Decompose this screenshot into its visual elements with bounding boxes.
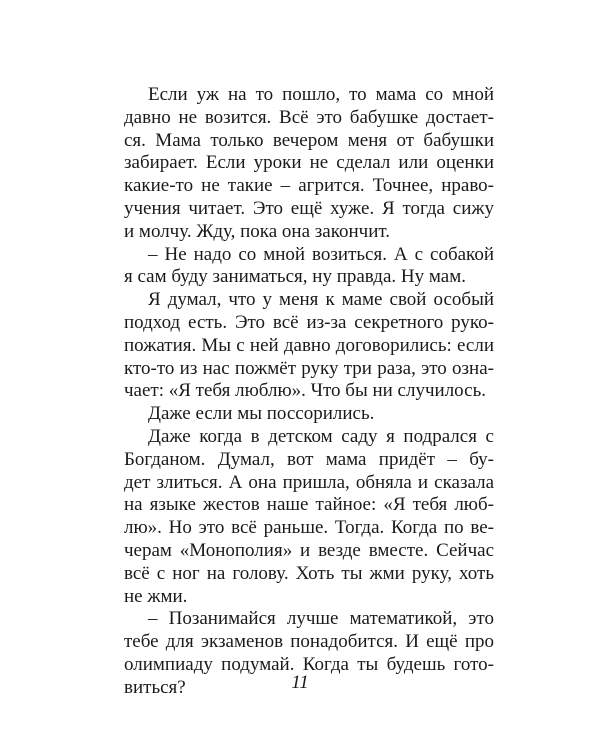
body-text — [124, 84, 494, 700]
text-line: дет злиться. А она пришла, обняла и сказала — [124, 471, 494, 493]
text-line: – Не надо со мной возиться. А с собакой — [148, 243, 494, 265]
paragraph-5 — [124, 426, 494, 608]
text-line: учения читает. Это ещё хуже. Я тогда сижу — [124, 197, 494, 219]
text-line: чает: «Я тебя люблю». Что бы ни случилось. — [124, 380, 487, 402]
text-line: ся. Мама только вечером меня от бабушки — [124, 129, 494, 151]
text-line: какие-то не такие – агрится. Точнее, нраво- — [124, 175, 494, 197]
text-line: черам «Монополия» и везде вместе. Сейчас — [124, 539, 494, 561]
text-line: давно не возится. Всё это бабушке достает- — [124, 106, 494, 128]
text-line: лю». Но это всё раньше. Тогда. Когда по ве- — [124, 517, 494, 539]
text-line: не жми. — [124, 585, 188, 607]
text-line: на языке жестов наше тайное: «Я тебя люб- — [124, 494, 494, 516]
text-line: пожатия. Мы с ней давно договорились: если — [124, 334, 494, 356]
text-line: Если уж на то пошло, то мама со мной — [148, 84, 494, 105]
text-line: виться? — [124, 676, 186, 698]
text-line: кто-то из нас пожмёт руку три раза, это озна- — [124, 357, 494, 379]
text-line: забирает. Если уроки не сделал или оценки — [124, 152, 494, 174]
text-line: – Позанимайся лучше математикой, это — [148, 608, 494, 630]
text-line: олимпиаду подумай. Когда ты будешь гото- — [124, 653, 494, 675]
paragraph-4 — [124, 403, 494, 426]
text-line: тебе для экзаменов понадобится. И ещё про — [124, 631, 494, 653]
text-line: я сам буду заниматься, ну правда. Ну мам. — [124, 266, 466, 288]
text-line: Даже если мы поссорились. — [148, 403, 375, 425]
text-line: Даже когда в детском саду я подрался с — [148, 425, 494, 447]
text-line: Я думал, что у меня к маме свой особый — [148, 289, 494, 311]
text-line: всё с ног на голову. Хоть ты жми руку, хоть — [124, 562, 494, 584]
text-line: Богданом. Думал, вот мама придёт – бу- — [124, 448, 494, 470]
paragraph-1 — [124, 84, 494, 244]
text-line: подход есть. Это всё из-за секретного руко- — [124, 311, 494, 333]
page-number: 11 — [291, 672, 309, 693]
text-line: и молчу. Жду, пока она закончит. — [124, 220, 390, 242]
paragraph-3 — [124, 289, 494, 403]
paragraph-2 — [124, 244, 494, 290]
